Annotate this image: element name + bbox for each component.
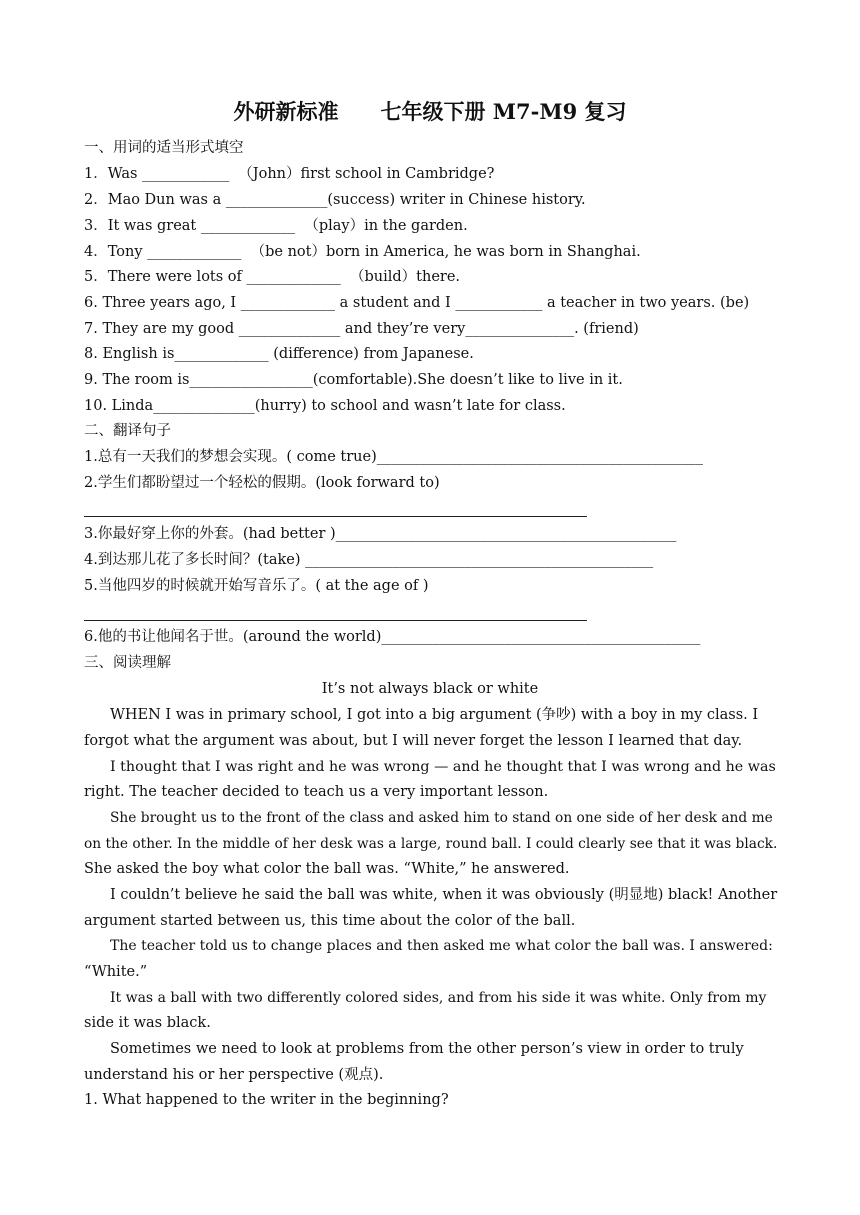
passage-line: I thought that I was right and he was wrong — and he thought that I was wrong and he was (110, 759, 776, 775)
passage-line: on the other. In the middle of her desk was a large, round ball. I could clearly see that it was black. (84, 836, 778, 852)
translation-item: 2.学生们都盼望过一个轻松的假期。(look forward to) (84, 475, 440, 491)
page-title: 外研新标准 七年级下册 M7-M9 复习 (233, 99, 627, 124)
section-heading-translation: 二、翻译句子 (84, 423, 171, 439)
passage-line: WHEN I was in primary school, I got into a big argument (争吵) with a boy in my class. I (110, 707, 759, 723)
passage-line: Sometimes we need to look at problems from the other person’s view in order to truly (110, 1041, 744, 1057)
exercise-item: 8. English is_____________ (difference) from Japanese. (84, 346, 474, 362)
passage-line: right. The teacher decided to teach us a very important lesson. (84, 784, 549, 800)
translation-item: 4.到达那儿花了多长时间？(take) ________________________________________________ (84, 552, 654, 568)
exercise-item: 2．Mao Dun was a ______________(success) writer in Chinese history. (84, 192, 586, 208)
exercise-item: 6. Three years ago, I _____________ a student and I ____________ a teacher in two years. (be) (84, 295, 750, 311)
passage-line: She brought us to the front of the class and asked him to stand on one side of her desk and me (110, 810, 773, 826)
translation-item: 3.你最好穿上你的外套。(had better )_______________________________________________ (84, 526, 677, 542)
passage-line: understand his or her perspective (观点). (84, 1067, 384, 1083)
passage-line: “White.” (84, 964, 148, 980)
exercise-item: 1．Was ____________ （John）first school in Cambridge? (84, 166, 495, 182)
passage-line: She asked the boy what color the ball was. “White,” he answered. (84, 861, 570, 877)
answer-line (84, 516, 587, 517)
translation-item: 5.当他四岁的时候就开始写音乐了。( at the age of ) (84, 578, 429, 594)
passage-line: I couldn’t believe he said the ball was white, when it was obviously (明显地) black! Another (110, 887, 778, 903)
translation-item: 6.他的书让他闻名于世。(around the world)____________________________________________ (84, 629, 701, 645)
exercise-item: 3．It was great _____________ （play）in the garden. (84, 218, 468, 234)
exercise-item: 9. The room is_________________(comfortable).She doesn’t like to live in it. (84, 372, 623, 388)
passage-line: forgot what the argument was about, but I will never forget the lesson I learned that day. (84, 733, 743, 749)
passage-line: side it was black. (84, 1015, 211, 1031)
passage-line: It was a ball with two differently colored sides, and from his side it was white. Only from my (110, 990, 767, 1006)
exercise-item: 5．There were lots of _____________ （build）there. (84, 269, 461, 285)
exercise-item: 4．Tony _____________ （be not）born in America, he was born in Shanghai. (84, 244, 641, 260)
passage-title: It’s not always black or white (321, 681, 539, 697)
section-heading-reading: 三、阅读理解 (84, 655, 171, 671)
passage-line: argument started between us, this time about the color of the ball. (84, 913, 576, 929)
exercise-item: 7. They are my good ______________ and they’re very_______________. (friend) (84, 321, 639, 337)
passage-line: The teacher told us to change places and then asked me what color the ball was. I answered: (110, 938, 773, 954)
exercise-item: 10. Linda______________(hurry) to school and wasn’t late for class. (84, 398, 566, 414)
section-heading-fill-in: 一、用词的适当形式填空 (84, 140, 244, 156)
translation-item: 1.总有一天我们的梦想会实现。( come true)_____________________________________________ (84, 449, 703, 465)
answer-line (84, 620, 587, 621)
question-item: 1. What happened to the writer in the beginning? (84, 1092, 449, 1108)
